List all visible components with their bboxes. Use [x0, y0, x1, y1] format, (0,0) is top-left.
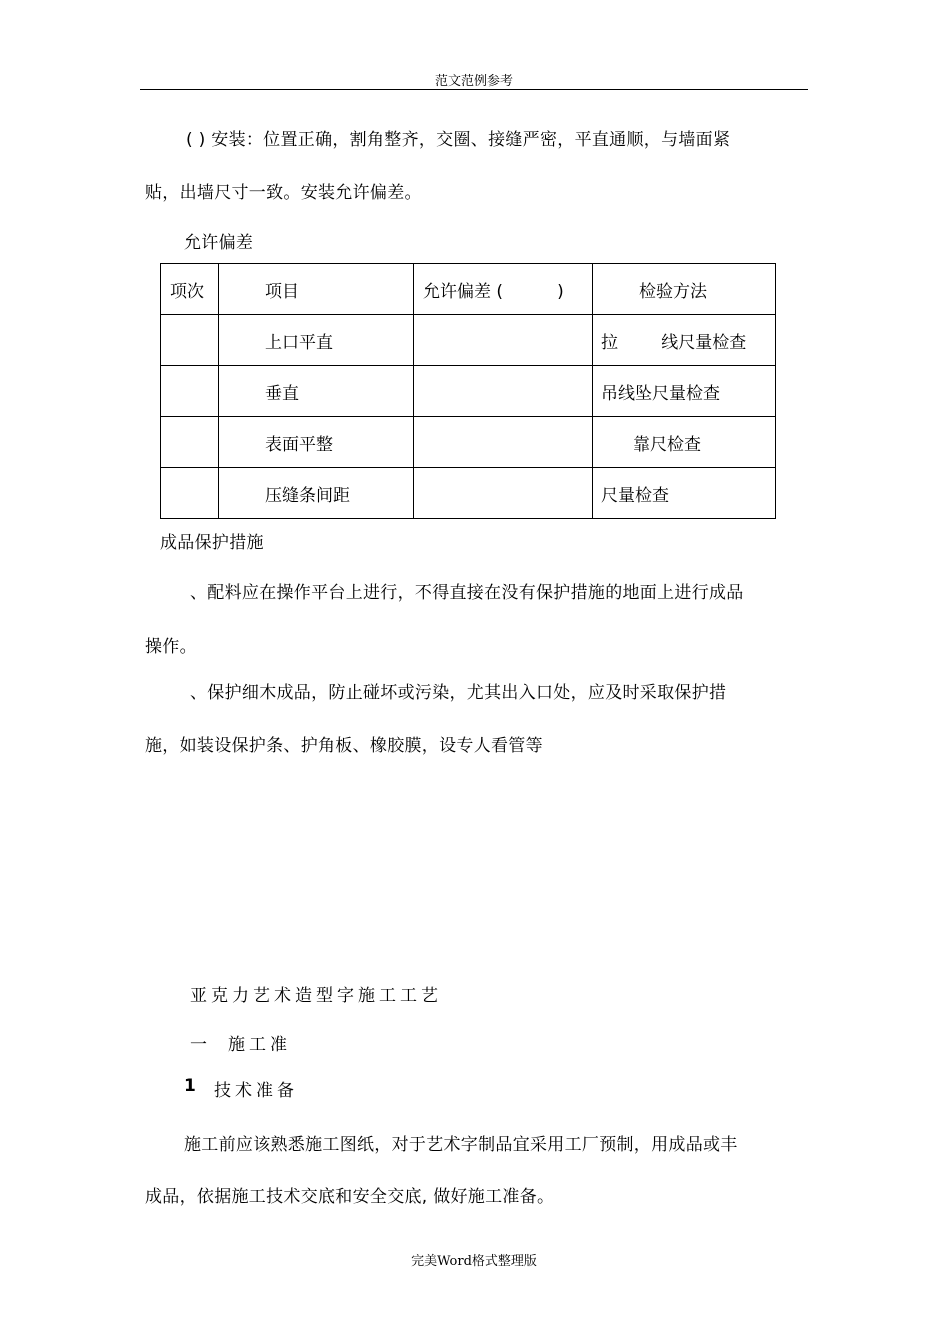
- subsection-title: 技术准备: [214, 1081, 298, 1101]
- cell-method: 靠尺检查: [593, 417, 776, 468]
- col-header-method: 检验方法: [593, 264, 776, 315]
- protection-item-1-line-1: 、配料应在操作平台上进行，不得直接在没有保护措施的地面上进行成品: [190, 583, 744, 603]
- cell-tolerance: [414, 366, 593, 417]
- acrylic-para-line-1: 施工前应该熟悉施工图纸，对于艺术字制品宜采用工厂预制，用成品或丰: [184, 1135, 738, 1155]
- cell-no: [161, 417, 219, 468]
- cell-tolerance: [414, 315, 593, 366]
- col-header-item: 项目: [219, 264, 414, 315]
- cell-tolerance: [414, 417, 593, 468]
- cell-item: 表面平整: [219, 417, 414, 468]
- section-number: 一: [190, 1035, 211, 1055]
- cell-item: 压缝条间距: [219, 468, 414, 519]
- protection-heading: 成品保护措施: [160, 533, 264, 553]
- cell-item: 垂直: [219, 366, 414, 417]
- protection-item-2-line-2: 施，如装设保护条、护角板、橡胶膜，设专人看管等: [145, 736, 543, 756]
- install-line-1: ( ) 安装：位置正确，割角整齐，交圈、接缝严密，平直通顺，与墙面紧: [186, 130, 731, 150]
- cell-method: 吊线坠尺量检查: [593, 366, 776, 417]
- table-row: [161, 417, 776, 468]
- page-footer: 完美Word格式整理版: [411, 1254, 537, 1269]
- table-row: [161, 366, 776, 417]
- table-header-row: [161, 264, 776, 315]
- cell-no: [161, 366, 219, 417]
- cell-method: 拉 线尺量检查: [593, 315, 776, 366]
- protection-item-2-line-1: 、保护细木成品，防止碰坏或污染，尤其出入口处，应及时采取保护措: [190, 683, 727, 703]
- install-line-2: 贴，出墙尺寸一致。安装允许偏差。: [145, 183, 422, 203]
- acrylic-title: 亚克力艺术造型字施工工艺: [190, 986, 442, 1006]
- col-header-no: 项次: [161, 264, 219, 315]
- subsection-number: 1: [184, 1076, 196, 1096]
- tolerance-table: [160, 263, 776, 519]
- cell-tolerance: [414, 468, 593, 519]
- cell-no: [161, 315, 219, 366]
- cell-no: [161, 468, 219, 519]
- page-header: 范文范例参考: [434, 74, 513, 89]
- table-title: 允许偏差: [184, 233, 254, 253]
- col-header-tolerance: 允许偏差 ( ): [414, 264, 593, 315]
- table-row: [161, 468, 776, 519]
- cell-item: 上口平直: [219, 315, 414, 366]
- protection-item-1-line-2: 操作。: [145, 637, 197, 657]
- cell-method: 尺量检查: [593, 468, 776, 519]
- acrylic-para-line-2: 成品，依据施工技术交底和安全交底, 做好施工准备。: [145, 1187, 555, 1207]
- table-row: [161, 315, 776, 366]
- header-rule: [140, 89, 808, 90]
- section-title: 施工准: [228, 1035, 291, 1055]
